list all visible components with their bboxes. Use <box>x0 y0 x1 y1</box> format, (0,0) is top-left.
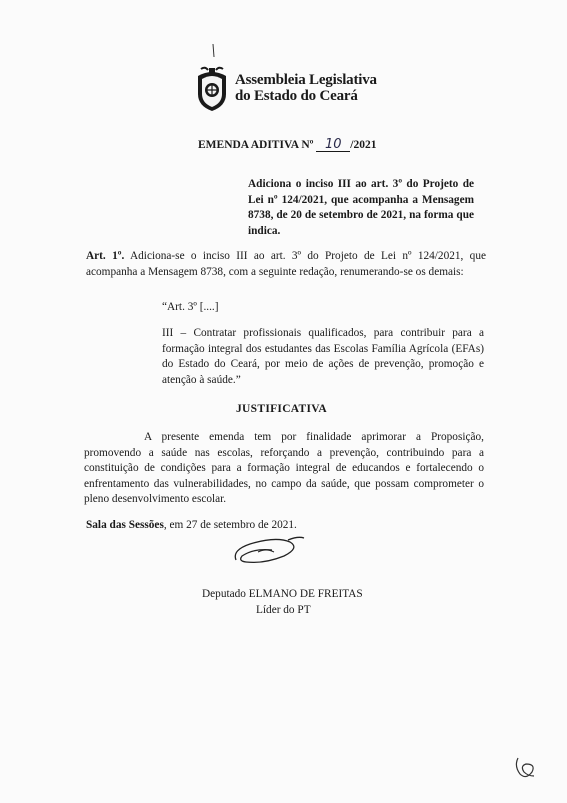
signatory-role: Líder do PT <box>256 604 311 616</box>
quoted-article-heading: “Art. 3º [....] <box>162 301 219 313</box>
session-date <box>86 519 297 531</box>
session-place: Sala das Sessões <box>86 519 164 531</box>
initials-paraph <box>512 754 538 780</box>
amendment-title-prefix: EMENDA ADITIVA Nº <box>198 139 314 151</box>
signatory-name: Deputado ELMANO DE FREITAS <box>202 588 363 600</box>
justification-title: JUSTIFICATIVA <box>236 403 328 415</box>
justification-text: A presente emenda tem por finalidade aprimorar a Proposição, promovendo a saúde nas escolas, reforçando a prevenção, contribuindo para a constituição de condições para a formação integral de educandos e fortalecendo o enfrentamento das vulnerabilidades, no campo da saúde, que possam comprometer o pleno desenvolvimento escolar. <box>84 431 484 505</box>
organization-name-line1: Assembleia Legislativa <box>235 72 377 88</box>
handwritten-signature <box>228 534 308 574</box>
article-text: Adiciona-se o inciso III ao art. 3º do Projeto de Lei nº 124/2021, que acompanha a Mensagem 8738, com a seguinte redação, renumerando-se os demais: <box>86 250 486 278</box>
session-date-text: , em 27 de setembro de 2021. <box>163 519 297 531</box>
pen-mark <box>211 44 217 58</box>
amendment-year: /2021 <box>350 139 377 151</box>
article-1 <box>86 249 486 280</box>
organization-name <box>235 72 377 104</box>
article-label: Art. 1º. <box>86 250 125 262</box>
letterhead <box>195 66 395 116</box>
state-coat-of-arms-icon <box>195 66 229 112</box>
ementa: Adiciona o inciso III ao art. 3º do Projeto de Lei nº 124/2021, que acompanha a Mensagem 8738, de 20 de setembro de 2021, na forma que indica. <box>248 178 474 237</box>
amendment-title <box>198 139 377 152</box>
organization-name-line2: do Estado do Ceará <box>235 88 358 104</box>
amendment-number: 10 <box>316 139 350 152</box>
quoted-inciso-iii: III – Contratar profissionais qualificados, para contribuir para a formação integral dos estudantes das Escolas Família Agrícola (EFAs) do Estado do Ceará, por meio de ações de prevenção, promoção e atenção à saúde.” <box>162 327 484 386</box>
